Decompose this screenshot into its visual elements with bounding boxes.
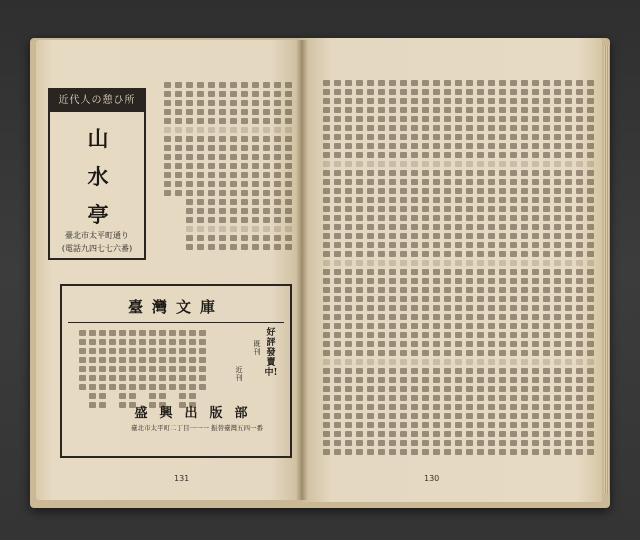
page-number-left: 131 bbox=[174, 474, 190, 483]
slogan: 好評發賣中! bbox=[264, 328, 278, 378]
text-column bbox=[465, 80, 474, 460]
label-published: 既刊 bbox=[253, 340, 261, 356]
name-char: 亭 bbox=[87, 202, 109, 227]
text-column bbox=[498, 80, 507, 460]
text-column bbox=[531, 80, 540, 460]
text-column bbox=[454, 80, 463, 460]
text-column bbox=[421, 80, 430, 460]
divider bbox=[68, 322, 284, 323]
text-column bbox=[174, 82, 183, 202]
name-char: 水 bbox=[87, 164, 109, 189]
text-column bbox=[542, 80, 551, 460]
book-title-column bbox=[88, 330, 97, 414]
page-number-right: 130 bbox=[424, 474, 440, 483]
text-column bbox=[377, 80, 386, 460]
series-title: 臺灣文庫 bbox=[127, 298, 224, 316]
book-title-column bbox=[198, 330, 207, 400]
book-title-column bbox=[138, 330, 147, 400]
text-column bbox=[163, 82, 172, 202]
restaurant-advertisement bbox=[48, 88, 146, 260]
text-column bbox=[196, 82, 205, 254]
text-column bbox=[487, 80, 496, 460]
page-stack-edge bbox=[604, 46, 610, 494]
text-column bbox=[333, 80, 342, 460]
publisher-advertisement bbox=[60, 284, 292, 458]
text-column bbox=[284, 82, 293, 254]
text-column bbox=[229, 82, 238, 254]
text-column bbox=[262, 82, 271, 254]
text-column bbox=[388, 80, 397, 460]
publisher-name: 盛興出版部 bbox=[134, 406, 260, 421]
book-title-column bbox=[98, 330, 107, 414]
text-column bbox=[344, 80, 353, 460]
restaurant-phone: (電話九四七七六番) bbox=[61, 244, 133, 253]
text-column bbox=[218, 82, 227, 254]
text-column bbox=[443, 80, 452, 460]
text-column bbox=[322, 80, 331, 460]
text-column bbox=[355, 80, 364, 460]
book-title-column bbox=[168, 330, 177, 400]
ad-header: 近代人の憩ひ所 bbox=[50, 90, 144, 112]
text-column bbox=[553, 80, 562, 460]
book-gutter bbox=[296, 40, 308, 500]
text-column bbox=[207, 82, 216, 254]
text-column bbox=[564, 80, 573, 460]
text-column bbox=[586, 80, 595, 460]
text-column bbox=[432, 80, 441, 460]
restaurant-name bbox=[80, 120, 116, 234]
text-column bbox=[399, 80, 408, 460]
text-column bbox=[185, 82, 194, 254]
label-forthcoming: 近刊 bbox=[235, 366, 243, 382]
publisher-address: 臺北市太平町二丁目一一一 振替臺灣五四一番 bbox=[130, 424, 264, 432]
text-column bbox=[251, 82, 260, 254]
text-column bbox=[575, 80, 584, 460]
text-column bbox=[509, 80, 518, 460]
text-column bbox=[476, 80, 485, 460]
name-char: 山 bbox=[87, 126, 109, 151]
book-title-column bbox=[78, 330, 87, 400]
restaurant-address: 臺北市太平町通り bbox=[65, 231, 129, 240]
text-column bbox=[520, 80, 529, 460]
text-column bbox=[410, 80, 419, 460]
text-column bbox=[366, 80, 375, 460]
text-column bbox=[273, 82, 282, 254]
text-column bbox=[240, 82, 249, 254]
book-title-column bbox=[108, 330, 117, 400]
